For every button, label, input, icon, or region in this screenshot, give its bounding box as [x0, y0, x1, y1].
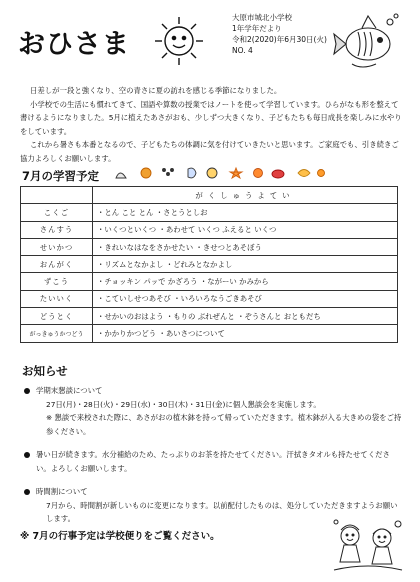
content-cell: ・かかりかつどう ・あいさつについて [93, 325, 398, 342]
intro-paragraph: 日差しが一段と強くなり、空の青さに夏の訪れを感じる季節になりました。 [30, 86, 282, 95]
table-row [21, 221, 398, 238]
footer-note: ※ 7月の行事予定は学校便りをご覧ください。 [20, 531, 220, 542]
content-cell: ・いくつといくつ ・あわせて いくつ ふえると いくつ [93, 221, 398, 238]
intro-paragraph: 小学校での生活にも慣れてきて、国語や算数の授業ではノートを使って学習しています。ひらがなも形を整えて書けるようになりました。5月に植えたあさがおも、少しずつ大きくなり、子どもたちも毎日成長を楽しみに水やりをしています。 [20, 99, 402, 136]
table-row [21, 204, 398, 221]
subject-cell: ずこう [21, 273, 93, 290]
content-cell: ・せかいのおはよう ・もりの ぶれぜんと ・ぞうさんと おともだち [93, 308, 398, 325]
newsletter-title: おひさま [18, 29, 130, 60]
content-cell: ・リズムとなかよし ・どれみとなかよし [93, 256, 398, 273]
notices-heading: お知らせ [22, 364, 68, 378]
content-cell: ・チョッキン パッで かざろう ・ながーい かみから [93, 273, 398, 290]
issue-date: 令和2(2020)年6月30日(火) [232, 35, 327, 44]
table-row [21, 238, 398, 255]
bullet-icon [24, 489, 30, 495]
notice-line: 7月から、時間割が新しいものに変更になります。以前配付したものは、処分していただきますようお願いします。 [46, 500, 398, 523]
content-cell: ・きれいなはなをさかせたい ・きせつとあそぼう [93, 238, 398, 255]
notices-list [24, 384, 402, 536]
notice-item [24, 384, 402, 438]
subject-cell: おんがく [21, 256, 93, 273]
content-cell: ・とん こと とん ・さとうとしお [93, 204, 398, 221]
newsletter-name: 1年学年だより [232, 24, 282, 33]
table-row [21, 256, 398, 273]
notice-item [24, 448, 402, 475]
school-name: 大原市城北小学校 [232, 13, 292, 22]
table-row [21, 273, 398, 290]
table-row [21, 290, 398, 307]
subject-cell: がっきゅうかつどう [21, 325, 93, 342]
table-row [21, 308, 398, 325]
notice-line: 27日(月)・28日(火)・29日(水)・30日(木)・31日(金)に個人懇談会を実施します。 [46, 399, 321, 409]
notice-title: 学期末懇談について [36, 386, 103, 395]
table-header-row [21, 187, 398, 204]
subject-cell: こくご [21, 204, 93, 221]
table-corner-cell [21, 187, 93, 204]
subject-cell: どうとく [21, 308, 93, 325]
fish-illustration [332, 10, 402, 76]
schedule-heading: 7月の学習予定 [22, 169, 100, 183]
school-info [232, 12, 327, 56]
sea-creatures-decoration [112, 166, 327, 181]
subject-cell: さんすう [21, 221, 93, 238]
notice-title: 時間割について [36, 487, 88, 496]
column-header: がくしゅうよてい [93, 187, 398, 204]
sun-illustration [152, 14, 206, 68]
bullet-icon [24, 388, 30, 394]
intro-text [20, 84, 405, 166]
schedule-table [20, 186, 398, 343]
children-illustration [330, 516, 406, 574]
content-cell: ・こていしせつあそび ・いろいろなうごきあそび [93, 290, 398, 307]
issue-number: NO. 4 [232, 46, 253, 55]
subject-cell: せいかつ [21, 238, 93, 255]
subject-cell: たいいく [21, 290, 93, 307]
notice-note: ※ 懇談で来校された際に、あさがおの植木鉢を持って帰っていただきます。植木鉢が入る大きめの袋をご持参ください。 [46, 413, 402, 436]
table-row [21, 325, 398, 342]
bullet-icon [24, 452, 30, 458]
intro-paragraph: これから暑さも本番となるので、子どもたちの体調に気を付けていきたいと思います。ご家庭でも、引き続きご協力よろしくお願いします。 [20, 140, 399, 163]
notice-title: 暑い日が続きます。水分補給のため、たっぷりのお茶を持たせてください。汗拭きタオルも持たせてください。よろしくお願いします。 [36, 450, 390, 473]
